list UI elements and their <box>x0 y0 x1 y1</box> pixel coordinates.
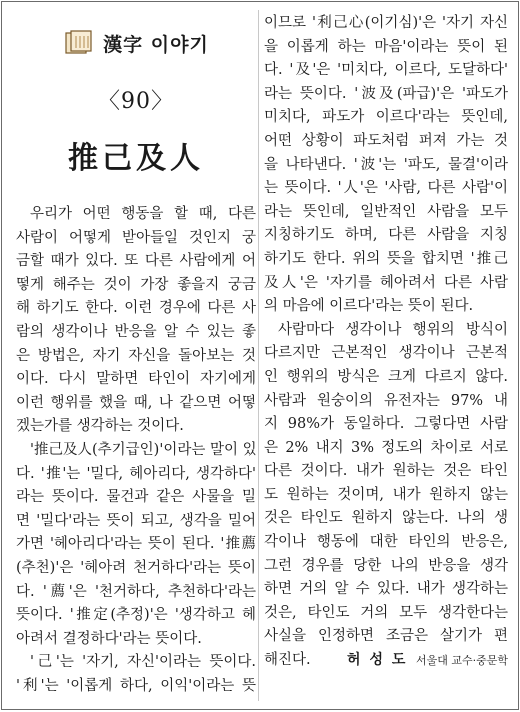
text-line: 사실을 인정하면 조금은 살기가 편 <box>264 628 508 645</box>
series-title: 漢字 이야기 <box>103 33 209 56</box>
text-line: 겠는가를 생각하는 것이다. <box>16 418 184 435</box>
text-line: 라는 뜻이다. '波及(파급)'은 '파도가 <box>264 85 508 102</box>
series-header <box>16 24 256 62</box>
text-line: 가면 '헤아리다'라는 뜻이 된다. '推薦 <box>16 536 256 553</box>
closing-line: 해진다. <box>264 652 311 669</box>
text-line: 은 2% 내지 3% 정도의 차이로 서로 <box>264 439 508 456</box>
left-column <box>16 12 256 698</box>
text-line: 이므로 '利己心(이기심)'은 '자기 자신 <box>264 15 508 31</box>
issue-number: 〈90〉 <box>98 89 174 114</box>
column-divider <box>258 10 259 701</box>
text-line: 은 방법은, 자기 자신을 돌아보는 것 <box>16 347 256 364</box>
text-line: 것은, 타인도 거의 모두 생각한다는 <box>264 604 508 621</box>
text-line: 람의 생각이나 반응을 알 수 있는 좋 <box>16 323 256 340</box>
text-line: 사람이 어떻게 받아들일 것인지 궁 <box>16 229 256 246</box>
text-line: 면 '밀다'라는 뜻이 되고, 생각을 밀어 <box>16 512 256 529</box>
text-line: 及人'은 '자기를 헤아려서 다른 사람 <box>264 274 508 291</box>
text-line: 이다. 다시 말하면 타인이 자기에게 <box>16 371 256 388</box>
text-line: 사람과 원숭이의 유전자는 97% 내 <box>264 392 508 409</box>
text-line: 금할 때가 있다. 또 다른 사람에게 어 <box>16 253 256 270</box>
text-line: 도 원하는 것이며, 내가 원하지 않는 <box>264 486 508 503</box>
right-column-body <box>264 12 508 649</box>
text-line: 다. '推'는 '밀다, 헤아리다, 생각하다' <box>16 465 256 482</box>
text-line: 미치다, 파도가 이르다'라는 뜻인데, <box>264 109 508 126</box>
text-line: '利'는 '이롭게 하다, 이익'이라는 뜻 <box>16 677 256 694</box>
text-line: 다. '薦'은 '천거하다, 추천하다'라는 <box>16 583 256 600</box>
text-line: 하면 거의 알 수 있다. 내가 생각하는 <box>264 581 508 598</box>
text-line: 인 행위의 방식은 크게 다르지 않다. <box>264 368 508 385</box>
text-line: 사람마다 생각이나 행위의 방식이 <box>278 321 508 338</box>
text-line: 이런 행위를 했을 때, 나 같으면 어떻 <box>16 394 256 411</box>
text-line: 라는 뜻인데, 일반적인 사람을 모두 <box>264 203 508 220</box>
text-line: 지칭하기도 하며, 다른 사람을 지칭 <box>264 227 508 244</box>
byline <box>264 649 508 673</box>
book-icon <box>63 30 95 56</box>
text-line: 뜻이다. '推定(추정)'은 '생각하고 헤 <box>16 607 256 624</box>
text-line: '己'는 '자기, 자신'이라는 뜻이다. <box>30 654 256 671</box>
text-line: '推己及人(추기급인)'이라는 말이 있 <box>30 441 257 458</box>
text-line: 지 98%가 동일하다. 그렇다면 사람 <box>264 416 508 433</box>
text-line: 것은 타인도 원하지 않는다. 나의 생 <box>264 510 508 527</box>
author-title: 서울대 교수·중문학 <box>415 654 508 668</box>
text-line: 다. '及'은 '미치다, 이르다, 도달하다' <box>264 62 508 79</box>
text-line: 어떤 상황이 파도처럼 퍼져 가는 것 <box>264 132 508 149</box>
text-line: 하기도 한다. 위의 뜻을 합치면 '推己 <box>264 250 508 267</box>
article-page <box>1 1 519 710</box>
text-line: 그런 경우를 당한 나의 반응을 생각 <box>264 557 508 574</box>
right-column <box>264 12 508 673</box>
text-line: 다른 것이다. 내가 원하는 것은 타인 <box>264 463 508 480</box>
text-line: 을 이롭게 하는 마음'이라는 뜻이 된 <box>264 38 508 55</box>
text-line: 떻게 해주는 것이 가장 좋을지 궁금 <box>16 276 256 293</box>
author-name: 허 성 도 <box>347 652 408 669</box>
left-column-body <box>16 203 256 698</box>
text-line: 을 나타낸다. '波'는 '파도, 물결'이라 <box>264 156 508 173</box>
text-line: 는 뜻이다. '人'은 '사람, 다른 사람'이 <box>264 180 508 197</box>
text-line: 의 마음에 이르다'라는 뜻이 된다. <box>264 298 474 315</box>
text-line: 해 하기도 한다. 이런 경우에 다른 사 <box>16 300 256 317</box>
text-line: 우리가 어떤 행동을 할 때, 다른 <box>30 206 256 222</box>
text-line: 다르지만 근본적인 생각이나 근본적 <box>264 345 508 362</box>
text-line: 각이나 행동에 대한 타인의 반응은, <box>264 534 508 551</box>
text-line: (추천)'은 '헤아려 천거하다'라는 뜻이 <box>16 559 256 576</box>
text-line: 라는 뜻이다. 물건과 같은 사물을 밀 <box>16 489 256 506</box>
headline: 推己及人 <box>68 141 204 176</box>
text-line: 아려서 결정하다'라는 뜻이다. <box>16 630 202 647</box>
